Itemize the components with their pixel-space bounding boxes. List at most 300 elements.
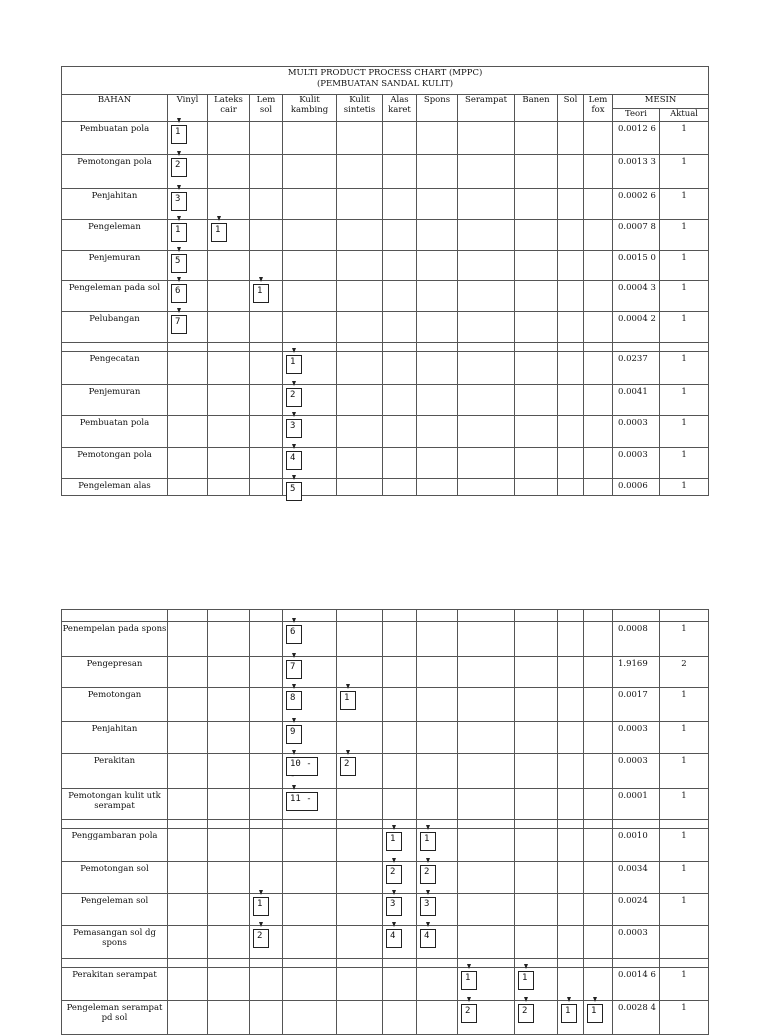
- process-name: Perakitan: [62, 754, 168, 789]
- operation-box-banen: 2: [518, 1004, 534, 1023]
- operation-box-alaskaret: 2: [386, 865, 402, 884]
- cell-kulitkambing: [283, 894, 337, 926]
- cell-vinyl: [168, 688, 208, 722]
- flow-arrow-icon: [392, 890, 396, 895]
- cell-serampat: [458, 1001, 515, 1035]
- header-spons: Spons: [417, 95, 458, 122]
- cell-sol: [558, 926, 584, 959]
- flow-arrow-icon: [292, 785, 296, 790]
- header-mesin: MESIN: [613, 95, 709, 109]
- cell-spons: [417, 448, 458, 479]
- header-kulitsintetis: Kulit sintetis: [337, 95, 383, 122]
- process-name: Pengeleman sol: [62, 894, 168, 926]
- operation-box-kulitkambing: 2: [286, 388, 302, 407]
- flow-arrow-icon: [217, 216, 221, 221]
- cell-banen: [515, 722, 558, 754]
- teori-value: 0.0003: [613, 448, 660, 479]
- cell-lemsol: [250, 189, 283, 220]
- cell-serampat: [458, 622, 515, 657]
- teori-value: 0.0001: [613, 789, 660, 820]
- operation-box-kulitkambing: 10 --: [286, 757, 318, 776]
- cell-sol: [558, 281, 584, 312]
- cell-kulitkambing: [283, 829, 337, 862]
- process-name: Penggambaran pola: [62, 829, 168, 862]
- cell-lemsol: [250, 352, 283, 385]
- cell-sol: [558, 1001, 584, 1035]
- operation-box-lemsol: 2: [253, 929, 269, 948]
- cell-banen: [515, 657, 558, 688]
- cell-kulitkambing: [283, 722, 337, 754]
- process-name: Pengepresan: [62, 657, 168, 688]
- cell-kulitkambing: [283, 926, 337, 959]
- cell-serampat: [458, 657, 515, 688]
- cell-kulitkambing: [283, 220, 337, 251]
- cell-kulitkambing: [283, 122, 337, 155]
- cell-lateks: [208, 688, 250, 722]
- cell-kulitsintetis: [337, 479, 383, 496]
- operation-box-spons: 4: [420, 929, 436, 948]
- flow-arrow-icon: [392, 858, 396, 863]
- cell-lateks: [208, 894, 250, 926]
- cell-lemsol: [250, 754, 283, 789]
- flow-arrow-icon: [177, 151, 181, 156]
- cell-sol: [558, 251, 584, 281]
- cell-lemfox: [584, 622, 613, 657]
- aktual-value: 1: [660, 155, 709, 189]
- section-divider-row: [62, 343, 709, 352]
- cell-lateks: [208, 926, 250, 959]
- operation-box-kulitkambing: 1: [286, 355, 302, 374]
- process-row: [62, 926, 709, 959]
- cell-lemfox: [584, 688, 613, 722]
- operation-box-vinyl: 6: [171, 284, 187, 303]
- aktual-value: 1: [660, 251, 709, 281]
- cell-serampat: [458, 416, 515, 448]
- cell-serampat: [458, 220, 515, 251]
- cell-banen: [515, 968, 558, 1001]
- flow-arrow-icon: [292, 718, 296, 723]
- cell-sol: [558, 416, 584, 448]
- cell-vinyl: [168, 122, 208, 155]
- cell-spons: [417, 155, 458, 189]
- cell-alaskaret: [383, 862, 417, 894]
- cell-vinyl: [168, 789, 208, 820]
- teori-value: 0.0008: [613, 622, 660, 657]
- process-name: Pengecatan: [62, 352, 168, 385]
- process-row: [62, 829, 709, 862]
- operation-box-kulitsintetis: 1: [340, 691, 356, 710]
- teori-value: 0.0012 6: [613, 122, 660, 155]
- cell-spons: [417, 416, 458, 448]
- flow-arrow-icon: [259, 890, 263, 895]
- teori-value: 0.0003: [613, 416, 660, 448]
- cell-lateks: [208, 416, 250, 448]
- teori-value: 0.0003: [613, 722, 660, 754]
- flow-arrow-icon: [177, 118, 181, 123]
- cell-lemsol: [250, 479, 283, 496]
- cell-sol: [558, 862, 584, 894]
- cell-spons: [417, 968, 458, 1001]
- cell-lemfox: [584, 155, 613, 189]
- cell-lemfox: [584, 862, 613, 894]
- cell-spons: [417, 894, 458, 926]
- cell-vinyl: [168, 251, 208, 281]
- cell-lemsol: [250, 312, 283, 343]
- cell-lateks: [208, 155, 250, 189]
- teori-value: 0.0017: [613, 688, 660, 722]
- operation-box-alaskaret: 1: [386, 832, 402, 851]
- operation-box-kulitkambing: 4: [286, 451, 302, 470]
- cell-banen: [515, 754, 558, 789]
- cell-serampat: [458, 926, 515, 959]
- cell-serampat: [458, 251, 515, 281]
- mppc-chart-page-1: [61, 66, 708, 496]
- cell-lemfox: [584, 479, 613, 496]
- cell-lateks: [208, 789, 250, 820]
- cell-vinyl: [168, 754, 208, 789]
- flow-arrow-icon: [177, 247, 181, 252]
- cell-banen: [515, 385, 558, 416]
- process-row: [62, 657, 709, 688]
- cell-serampat: [458, 722, 515, 754]
- cell-lemfox: [584, 281, 613, 312]
- cell-sol: [558, 479, 584, 496]
- cell-kulitsintetis: [337, 622, 383, 657]
- cell-kulitsintetis: [337, 448, 383, 479]
- cell-lemfox: [584, 448, 613, 479]
- cell-kulitsintetis: [337, 122, 383, 155]
- cell-lateks: [208, 312, 250, 343]
- process-name: Pemotongan sol: [62, 862, 168, 894]
- process-row: [62, 688, 709, 722]
- cell-lemfox: [584, 657, 613, 688]
- cell-kulitkambing: [283, 622, 337, 657]
- operation-box-banen: 1: [518, 971, 534, 990]
- flow-arrow-icon: [292, 381, 296, 386]
- flow-arrow-icon: [593, 997, 597, 1002]
- header-sol: Sol: [558, 95, 584, 122]
- header-banen: Banen: [515, 95, 558, 122]
- cell-banen: [515, 122, 558, 155]
- cell-kulitsintetis: [337, 688, 383, 722]
- teori-value: 0.0003: [613, 754, 660, 789]
- cell-lateks: [208, 657, 250, 688]
- cell-serampat: [458, 479, 515, 496]
- cell-vinyl: [168, 312, 208, 343]
- cell-spons: [417, 657, 458, 688]
- aktual-value: 1: [660, 862, 709, 894]
- cell-banen: [515, 251, 558, 281]
- cell-alaskaret: [383, 722, 417, 754]
- process-row: [62, 352, 709, 385]
- cell-alaskaret: [383, 829, 417, 862]
- cell-sol: [558, 657, 584, 688]
- cell-lemfox: [584, 754, 613, 789]
- cell-sol: [558, 968, 584, 1001]
- cell-kulitsintetis: [337, 789, 383, 820]
- cell-spons: [417, 754, 458, 789]
- cell-sol: [558, 754, 584, 789]
- cell-serampat: [458, 385, 515, 416]
- cell-banen: [515, 688, 558, 722]
- process-row: [62, 416, 709, 448]
- operation-box-vinyl: 1: [171, 125, 187, 144]
- cell-kulitsintetis: [337, 385, 383, 416]
- flow-arrow-icon: [426, 825, 430, 830]
- cell-serampat: [458, 789, 515, 820]
- operation-box-serampat: 1: [461, 971, 477, 990]
- cell-kulitsintetis: [337, 220, 383, 251]
- teori-value: 0.0002 6: [613, 189, 660, 220]
- cell-banen: [515, 862, 558, 894]
- cell-lateks: [208, 122, 250, 155]
- operation-box-kulitsintetis: 2: [340, 757, 356, 776]
- aktual-value: 2: [660, 657, 709, 688]
- teori-value: 0.0007 8: [613, 220, 660, 251]
- cell-banen: [515, 220, 558, 251]
- flow-arrow-icon: [346, 684, 350, 689]
- aktual-value: 1: [660, 416, 709, 448]
- process-row: [62, 281, 709, 312]
- cell-vinyl: [168, 448, 208, 479]
- aktual-value: 1: [660, 479, 709, 496]
- aktual-value: 1: [660, 968, 709, 1001]
- cell-lateks: [208, 189, 250, 220]
- cell-kulitkambing: [283, 312, 337, 343]
- cell-kulitkambing: [283, 1001, 337, 1035]
- flow-arrow-icon: [524, 997, 528, 1002]
- cell-vinyl: [168, 926, 208, 959]
- process-name: Penjemuran: [62, 251, 168, 281]
- process-name: Pembuatan pola: [62, 122, 168, 155]
- process-name: Pelubangan: [62, 312, 168, 343]
- process-row: [62, 722, 709, 754]
- cell-kulitsintetis: [337, 1001, 383, 1035]
- process-name: Penempelan pada spons: [62, 622, 168, 657]
- cell-banen: [515, 479, 558, 496]
- cell-lemsol: [250, 220, 283, 251]
- cell-alaskaret: [383, 312, 417, 343]
- cell-kulitkambing: [283, 789, 337, 820]
- cell-spons: [417, 688, 458, 722]
- cell-sol: [558, 688, 584, 722]
- header-lateks: Lateks cair: [208, 95, 250, 122]
- cell-kulitkambing: [283, 657, 337, 688]
- cell-vinyl: [168, 894, 208, 926]
- flow-arrow-icon: [467, 964, 471, 969]
- cell-lateks: [208, 448, 250, 479]
- header-lemsol: Lem sol: [250, 95, 283, 122]
- cell-vinyl: [168, 352, 208, 385]
- cell-banen: [515, 789, 558, 820]
- process-row: [62, 479, 709, 496]
- cell-lemfox: [584, 1001, 613, 1035]
- operation-box-spons: 2: [420, 865, 436, 884]
- cell-kulitsintetis: [337, 657, 383, 688]
- cell-lemsol: [250, 862, 283, 894]
- flow-arrow-icon: [292, 618, 296, 623]
- cell-banen: [515, 1001, 558, 1035]
- cell-vinyl: [168, 281, 208, 312]
- flow-arrow-icon: [292, 684, 296, 689]
- aktual-value: 1: [660, 622, 709, 657]
- operation-box-kulitkambing: 11 -: [286, 792, 318, 811]
- cell-alaskaret: [383, 448, 417, 479]
- cell-vinyl: [168, 829, 208, 862]
- cell-vinyl: [168, 155, 208, 189]
- cell-banen: [515, 416, 558, 448]
- cell-sol: [558, 894, 584, 926]
- cell-lemsol: [250, 657, 283, 688]
- cell-kulitsintetis: [337, 968, 383, 1001]
- flow-arrow-icon: [177, 277, 181, 282]
- cell-lateks: [208, 754, 250, 789]
- flow-arrow-icon: [567, 997, 571, 1002]
- cell-alaskaret: [383, 688, 417, 722]
- cell-alaskaret: [383, 789, 417, 820]
- cell-vinyl: [168, 416, 208, 448]
- cell-kulitsintetis: [337, 189, 383, 220]
- cell-lemfox: [584, 312, 613, 343]
- cell-banen: [515, 894, 558, 926]
- cell-kulitkambing: [283, 862, 337, 894]
- process-row: [62, 622, 709, 657]
- cell-kulitkambing: [283, 479, 337, 496]
- cell-kulitsintetis: [337, 312, 383, 343]
- cell-lemsol: [250, 448, 283, 479]
- cell-spons: [417, 352, 458, 385]
- cell-lemfox: [584, 352, 613, 385]
- cell-spons: [417, 1001, 458, 1035]
- process-name: Penjemuran: [62, 385, 168, 416]
- cell-alaskaret: [383, 251, 417, 281]
- cell-serampat: [458, 754, 515, 789]
- cell-kulitsintetis: [337, 352, 383, 385]
- cell-kulitkambing: [283, 189, 337, 220]
- process-name: Pemasangan sol dg spons: [62, 926, 168, 959]
- cell-lemfox: [584, 926, 613, 959]
- cell-alaskaret: [383, 189, 417, 220]
- flow-arrow-icon: [524, 964, 528, 969]
- operation-box-kulitkambing: 8: [286, 691, 302, 710]
- header-teori: Teori: [613, 108, 660, 122]
- flow-arrow-icon: [292, 412, 296, 417]
- cell-lemfox: [584, 789, 613, 820]
- cell-kulitkambing: [283, 352, 337, 385]
- aktual-value: 1: [660, 122, 709, 155]
- cell-serampat: [458, 448, 515, 479]
- operation-box-vinyl: 7: [171, 315, 187, 334]
- mppc-table-page-2: [61, 609, 709, 1035]
- cell-spons: [417, 862, 458, 894]
- aktual-value: 1: [660, 281, 709, 312]
- operation-box-sol: 1: [561, 1004, 577, 1023]
- process-row: [62, 251, 709, 281]
- cell-kulitkambing: [283, 448, 337, 479]
- cell-alaskaret: [383, 754, 417, 789]
- process-name: Pemotongan pola: [62, 155, 168, 189]
- aktual-value: 1: [660, 688, 709, 722]
- cell-banen: [515, 312, 558, 343]
- aktual-value: 1: [660, 352, 709, 385]
- teori-value: 0.0024: [613, 894, 660, 926]
- cell-lateks: [208, 220, 250, 251]
- cell-sol: [558, 622, 584, 657]
- cell-spons: [417, 122, 458, 155]
- cell-lemfox: [584, 968, 613, 1001]
- teori-value: 0.0006: [613, 479, 660, 496]
- cell-kulitkambing: [283, 688, 337, 722]
- flow-arrow-icon: [177, 308, 181, 313]
- process-row: [62, 862, 709, 894]
- aktual-value: 1: [660, 722, 709, 754]
- header-vinyl: Vinyl: [168, 95, 208, 122]
- cell-lemsol: [250, 622, 283, 657]
- aktual-value: 1: [660, 1001, 709, 1035]
- operation-box-spons: 3: [420, 897, 436, 916]
- section-divider-row: [62, 959, 709, 968]
- cell-lemsol: [250, 829, 283, 862]
- cell-serampat: [458, 862, 515, 894]
- teori-value: 0.0013 3: [613, 155, 660, 189]
- operation-box-vinyl: 3: [171, 192, 187, 211]
- process-name: Pemotongan kulit utk serampat: [62, 789, 168, 820]
- cell-vinyl: [168, 189, 208, 220]
- cell-spons: [417, 789, 458, 820]
- flow-arrow-icon: [177, 185, 181, 190]
- cell-banen: [515, 622, 558, 657]
- cell-kulitsintetis: [337, 829, 383, 862]
- cell-vinyl: [168, 862, 208, 894]
- cell-kulitsintetis: [337, 251, 383, 281]
- cell-spons: [417, 385, 458, 416]
- aktual-value: 1: [660, 189, 709, 220]
- cell-lemsol: [250, 688, 283, 722]
- operation-box-lemsol: 1: [253, 897, 269, 916]
- cell-serampat: [458, 122, 515, 155]
- operation-box-kulitkambing: 6: [286, 625, 302, 644]
- cell-lemsol: [250, 1001, 283, 1035]
- cell-kulitsintetis: [337, 416, 383, 448]
- cell-lateks: [208, 479, 250, 496]
- process-row: [62, 1001, 709, 1035]
- flow-arrow-icon: [292, 475, 296, 480]
- process-name: Penjahitan: [62, 189, 168, 220]
- aktual-value: 1: [660, 448, 709, 479]
- cell-lateks: [208, 862, 250, 894]
- operation-box-kulitkambing: 9: [286, 725, 302, 744]
- cell-lateks: [208, 829, 250, 862]
- teori-value: 0.0237: [613, 352, 660, 385]
- header-serampat: Serampat: [458, 95, 515, 122]
- cell-vinyl: [168, 622, 208, 657]
- cell-sol: [558, 385, 584, 416]
- cell-banen: [515, 448, 558, 479]
- cell-lemsol: [250, 122, 283, 155]
- cell-alaskaret: [383, 416, 417, 448]
- cell-serampat: [458, 352, 515, 385]
- process-row: [62, 220, 709, 251]
- cell-alaskaret: [383, 155, 417, 189]
- cell-lemfox: [584, 385, 613, 416]
- process-row: [62, 894, 709, 926]
- operation-box-kulitkambing: 7: [286, 660, 302, 679]
- cell-kulitkambing: [283, 155, 337, 189]
- operation-box-vinyl: 1: [171, 223, 187, 242]
- flow-arrow-icon: [292, 750, 296, 755]
- cell-alaskaret: [383, 385, 417, 416]
- aktual-value: 1: [660, 220, 709, 251]
